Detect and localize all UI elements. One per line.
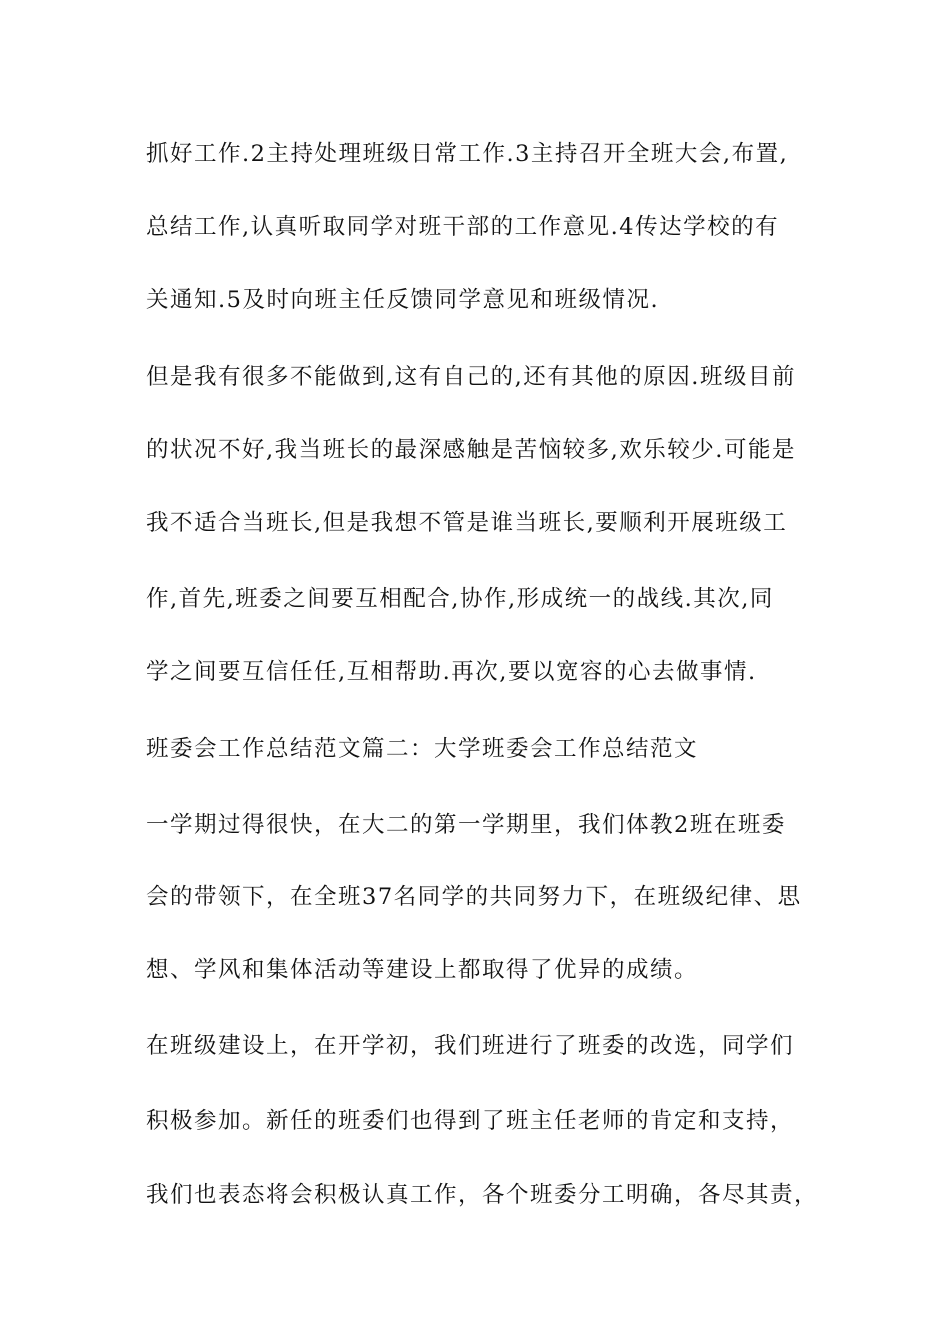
text-line: 在班级建设上，在开学初，我们班进行了班委的改选，同学们 <box>146 1033 795 1059</box>
section-heading: 班委会工作总结范文篇二：大学班委会工作总结范文 <box>146 736 699 762</box>
text-line: 想、学风和集体活动等建设上都取得了优异的成绩。 <box>146 957 699 983</box>
text-line: 会的带领下，在全班37名同学的共同努力下，在班级纪律、思 <box>146 884 802 910</box>
text-line: 总结工作,认真听取同学对班干部的工作意见.4传达学校的有 <box>146 214 780 240</box>
text-line: 一学期过得很快，在大二的第一学期里，我们体教2班在班委 <box>146 812 786 838</box>
text-line: 抓好工作.2主持处理班级日常工作.3主持召开全班大会,布置, <box>146 141 789 167</box>
text-line: 我不适合当班长,但是我想不管是谁当班长,要顺利开展班级工 <box>146 510 788 536</box>
text-line: 积极参加。新任的班委们也得到了班主任老师的肯定和支持， <box>146 1108 795 1134</box>
text-line: 但是我有很多不能做到,这有自己的,还有其他的原因.班级目前 <box>146 364 796 390</box>
text-line: 我们也表态将会积极认真工作，各个班委分工明确，各尽其责， <box>146 1182 819 1208</box>
text-line: 的状况不好,我当班长的最深感触是苦恼较多,欢乐较少.可能是 <box>146 437 796 463</box>
text-line: 学之间要互信任任,互相帮助.再次,要以宽容的心去做事情. <box>146 659 757 685</box>
text-line: 关通知.5及时向班主任反馈同学意见和班级情况. <box>146 287 660 313</box>
text-line: 作,首先,班委之间要互相配合,协作,形成统一的战线.其次,同 <box>146 586 774 612</box>
